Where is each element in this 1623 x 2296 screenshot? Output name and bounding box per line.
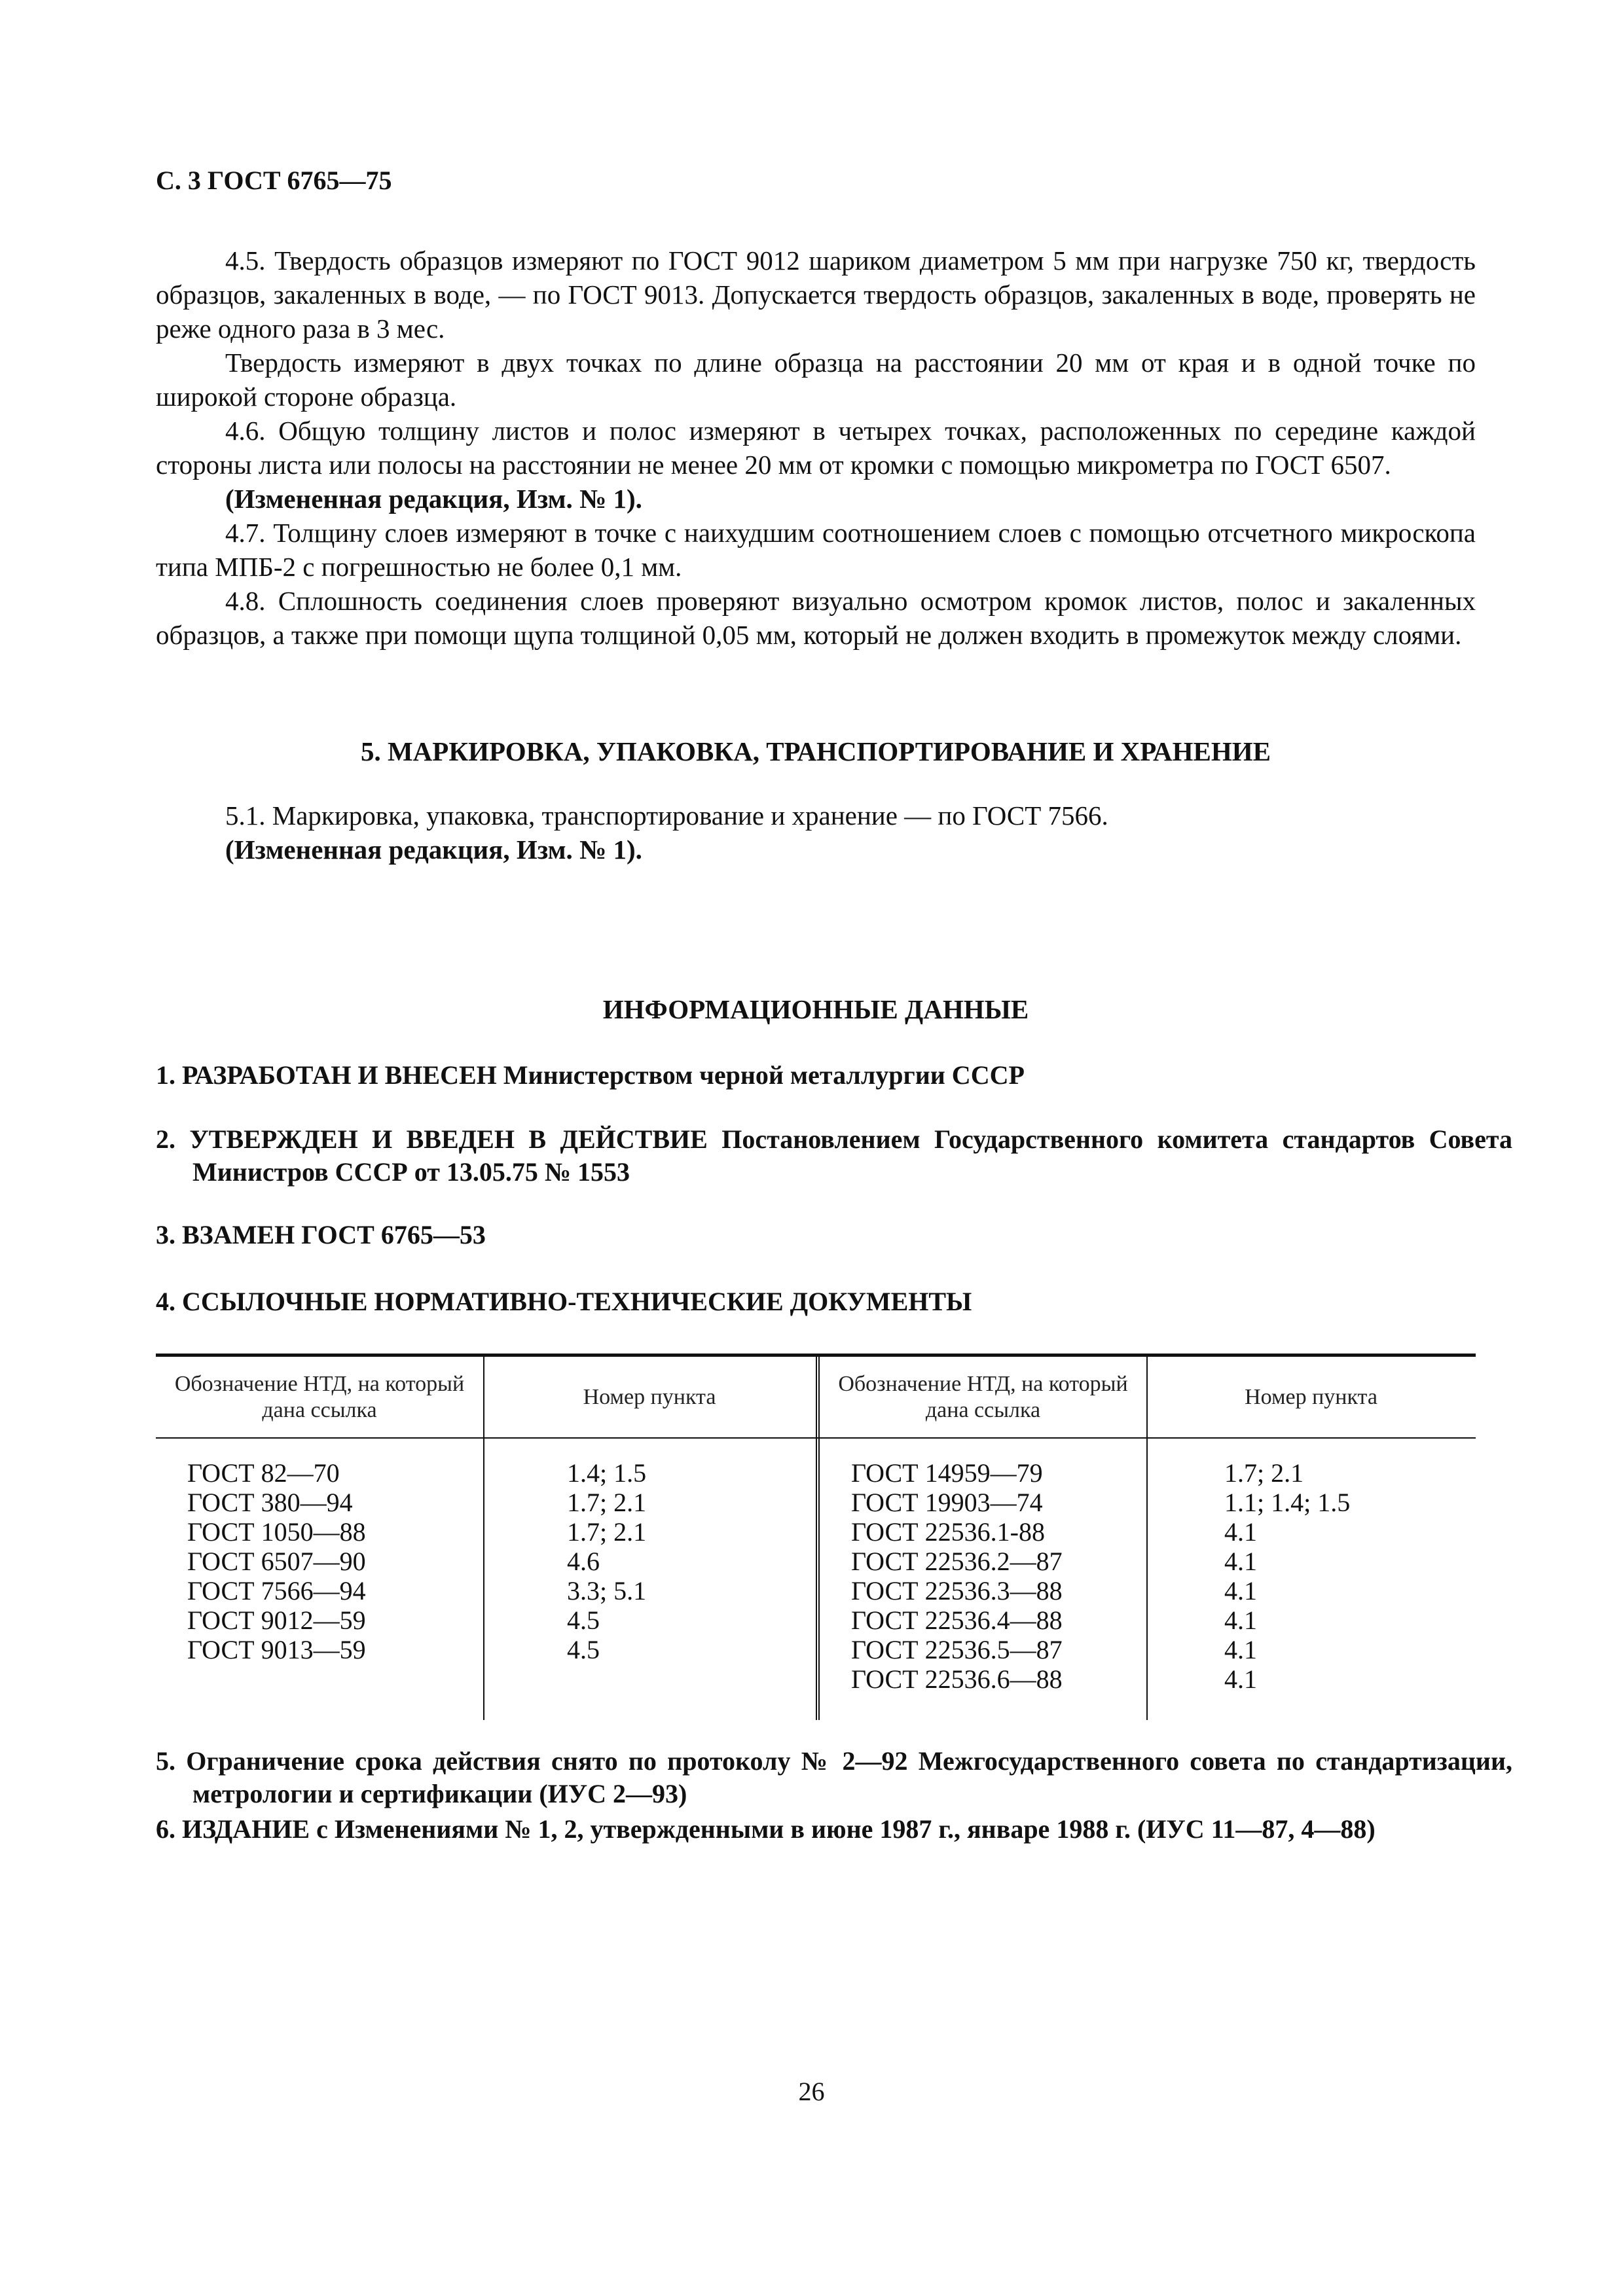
table-cell-right-doc: ГОСТ 22536.6—88 [851,1664,1063,1694]
table-cell-right-doc: ГОСТ 19903—74 [851,1488,1043,1517]
table-column-doc-left [187,1458,366,1664]
table-cell-left-doc: ГОСТ 9013—59 [187,1635,366,1664]
table-cell-right-doc: ГОСТ 22536.4—88 [851,1605,1063,1635]
paragraph-4-6: 4.6. Общую толщину листов и полос измеряют в четырех точках, расположенных по середине каждой стороны листа или полосы на расстоянии не менее 20 мм от кромки с помощью микрометра по ГОСТ 6507. [156,416,1476,480]
paragraph-4-5: 4.5. Твердость образцов измеряют по ГОСТ 9012 шариком диаметром 5 мм при нагрузке 750 кг, твердость образцов, закаленных в воде, — по ГОСТ 9013. Допускается твердость образцов, закаленных в воде, проверять не реже одного раза в 3 мес. [156,245,1476,344]
amendment-note: (Измененная редакция, Изм. № 1). [225,484,642,514]
table-column-doc-right [851,1458,1063,1694]
section5-amendment-note: (Измененная редакция, Изм. № 1). [225,834,642,865]
table-cell-left-doc: ГОСТ 7566—94 [187,1576,366,1605]
table-cell-right-doc: ГОСТ 14959—79 [851,1458,1043,1488]
table-cell-right-clause: 4.1 [1224,1605,1257,1635]
table-cell-left-doc: ГОСТ 1050—88 [187,1517,366,1547]
table-cell-left-clause: 3.3; 5.1 [567,1576,647,1605]
table-header-doc-right: Обозначение НТД, на который дана ссылка [838,1372,1128,1422]
table-cell-left-clause: 4.5 [567,1635,600,1664]
table-column-clause-left [567,1458,646,1664]
table-cell-left-clause: 1.4; 1.5 [567,1458,647,1488]
table-column-clause-right [1224,1458,1350,1694]
table-cell-left-clause: 1.7; 2.1 [567,1517,647,1547]
table-cell-right-doc: ГОСТ 22536.2—87 [851,1547,1063,1576]
table-cell-left-doc: ГОСТ 9012—59 [187,1605,366,1635]
table-cell-right-clause: 4.1 [1224,1635,1257,1664]
table-cell-left-doc: ГОСТ 82—70 [187,1458,340,1488]
table-header-doc-left: Обозначение НТД, на который дана ссылка [174,1372,465,1422]
reference-documents-table [156,1354,1476,1720]
page-number: 26 [798,2077,825,2106]
table-cell-right-doc: ГОСТ 22536.3—88 [851,1576,1063,1605]
table-cell-right-doc: ГОСТ 22536.5—87 [851,1635,1063,1664]
page-header: С. 3 ГОСТ 6765—75 [156,166,392,195]
paragraph-4-7: 4.7. Толщину слоев измеряют в точке с наихудшим соотношением слоев с помощью отсчетного микроскопа типа МПБ-2 с погрешностью не более 0,1 мм. [156,518,1476,582]
paragraph-hardness: Твердость измеряют в двух точках по длине образца на расстоянии 20 мм от края и в одной точке по широкой стороне образца. [156,348,1476,412]
info-item-6: 6. ИЗДАНИЕ с Изменениями № 1, 2, утвержденными в июне 1987 г., январе 1988 г. (ИУС 11—87, 4—88) [156,1814,1376,1844]
table-cell-left-clause: 1.7; 2.1 [567,1488,647,1517]
info-item-2: 2. УТВЕРЖДЕН И ВВЕДЕН В ДЕЙСТВИЕ Постановлением Государственного комитета стандартов Совета Министров СССР от 13.05.75 № 1553 [156,1124,1512,1187]
info-item-5: 5. Ограничение срока действия снято по протоколу № 2—92 Межгосударственного совета по стандартизации, метрологии и сертификации (ИУС 2—93) [156,1746,1512,1808]
info-item-1: 1. РАЗРАБОТАН И ВНЕСЕН Министерством черной металлургии СССР [156,1060,1025,1090]
table-cell-right-clause: 4.1 [1224,1664,1257,1694]
table-cell-right-clause: 4.1 [1224,1517,1257,1547]
table-cell-right-doc: ГОСТ 22536.1-88 [851,1517,1045,1547]
table-cell-left-doc: ГОСТ 6507—90 [187,1547,366,1576]
table-cell-left-clause: 4.5 [567,1605,600,1635]
info-title: ИНФОРМАЦИОННЫЕ ДАННЫЕ [602,994,1029,1024]
table-cell-right-clause: 1.1; 1.4; 1.5 [1224,1488,1351,1517]
table-header-clause-right: Номер пункта [1245,1385,1377,1409]
info-item-4: 4. ССЫЛОЧНЫЕ НОРМАТИВНО-ТЕХНИЧЕСКИЕ ДОКУМЕНТЫ [156,1287,972,1316]
section4-text [156,243,1476,652]
table-cell-right-clause: 4.1 [1224,1547,1257,1576]
paragraph-5-1: 5.1. Маркировка, упаковка, транспортирование и хранение — по ГОСТ 7566. [225,800,1108,831]
section5-heading: 5. МАРКИРОВКА, УПАКОВКА, ТРАНСПОРТИРОВАНИЕ И ХРАНЕНИЕ [360,736,1271,766]
table-cell-left-clause: 4.6 [567,1547,600,1576]
table-cell-right-clause: 4.1 [1224,1576,1257,1605]
table-header-clause-left: Номер пункта [583,1385,716,1409]
table-cell-left-doc: ГОСТ 380—94 [187,1488,353,1517]
info-item-3: 3. ВЗАМЕН ГОСТ 6765—53 [156,1220,486,1249]
paragraph-4-8: 4.8. Сплошность соединения слоев проверяют визуально осмотром кромок листов, полос и закаленных образцов, а также при помощи щупа толщиной 0,05 мм, который не должен входить в промежуток между слоями. [156,586,1476,650]
section5-text [156,798,1476,867]
table-cell-right-clause: 1.7; 2.1 [1224,1458,1304,1488]
